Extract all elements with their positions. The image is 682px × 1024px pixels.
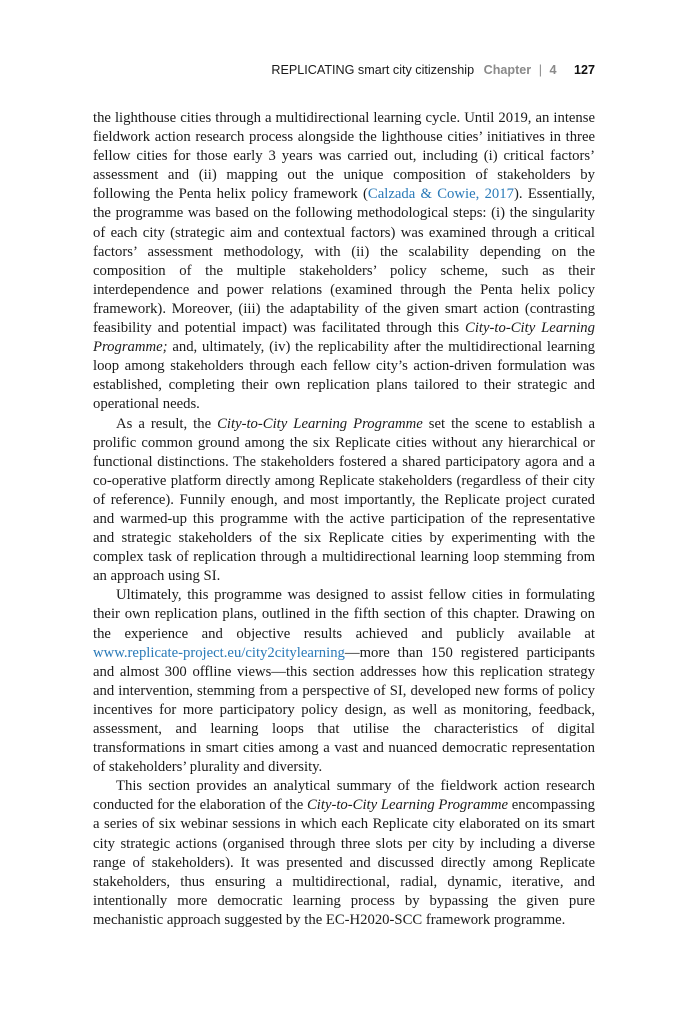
chapter-label: Chapter <box>483 63 532 77</box>
text-run: the lighthouse cities through a multidirectional learning cycle. Until 2019, an intense fieldwork action research process alongside the lighthouse cities’ initiatives in three fellow cities for those early 3 years was carried out, including (i) critical factors’ assessment and (ii) mapping out the unique composition of stakeholders by following the Penta helix policy framework ( <box>93 110 595 203</box>
text-run: Ultimately, this programme was designed to assist fellow cities in formulating their own replication plans, outlined in the fifth section of this chapter. Drawing on the experience and objective results achieved and publicly available at <box>93 587 595 642</box>
text-run: encompassing a series of six webinar sessions in which each Replicate city elaborated on its smart city strategic actions (organised through three slots per city by including a diverse range of stakeholders). It was presented and discussed directly among Replicate stakeholders, thus ensuring a multidirectional, radial, dynamic, iterative, and intentionally more democratic learning process by bypassing the given pure mechanistic approach suggested by the EC-H2020-SCC framework programme. <box>93 797 595 928</box>
paragraph-2 <box>93 415 595 587</box>
italic-title: City-to-City Learning Programme; <box>93 320 595 356</box>
text-run: This section provides an analytical summary of the fieldwork action research conducted for the elaboration of the <box>93 778 595 814</box>
italic-title: City-to-City Learning Programme <box>306 797 509 814</box>
text-run: —more than 150 registered participants and almost 300 offline views—this section addresses how this replication strategy and intervention, stemming from a perspective of SI, developed new forms of policy incentives for more participatory policy design, as well as monitoring, feedback, assessment, and learning loops that utilise the characteristics of digital transformations in smart cities among a vast and nuanced democratic representation of stakeholders’ plurality and diversity. <box>93 644 595 776</box>
paragraph-4 <box>93 777 595 930</box>
paragraph-1 <box>93 109 595 415</box>
inline-link[interactable]: Calzada & Cowie, 2017 <box>367 186 514 203</box>
running-head-separator: | <box>538 63 542 77</box>
inline-link[interactable]: www.replicate-project.eu/city2citylearning <box>93 644 345 661</box>
italic-title: City-to-City Learning Programme <box>217 415 423 432</box>
text-run: set the scene to establish a prolific common ground among the six Replicate cities without any hierarchical or functional distinctions. The stakeholders fostered a shared participatory agora and a co-operative platform directly among Replicate stakeholders (regardless of their city of reference). Funnily enough, and most importantly, the Replicate project curated and warmed-up this programme with the active participation of the representative and strategic stakeholders of the six Replicate cities by experimenting with the complex task of replication through a multidirectional learning loop stemming from an approach using SI. <box>93 415 595 585</box>
body-text <box>93 109 595 930</box>
text-run: As a result, the <box>116 415 218 432</box>
running-head-title: REPLICATING smart city citizenship <box>271 63 475 77</box>
paragraph-3 <box>93 586 595 777</box>
chapter-number: 4 <box>549 63 557 77</box>
page-number: 127 <box>573 63 595 77</box>
text-run: and, ultimately, (iv) the replicability after the multidirectional learning loop among stakeholders through each fellow city’s action-driven formulation was established, completing their own replication plans tailored to their strategic and operational needs. <box>93 339 595 413</box>
text-run: ). Essentially, the programme was based on the following methodological steps: (i) the singularity of each city (strategic aim and contextual factors) was examined through a critical factors’ assessment methodology, with (ii) the scalability depending on the composition of the multiple stakeholders’ policy scheme, such as their interdependence and power relations (examined through the Penta helix policy framework). Moreover, (iii) the adaptability of the given smart action (contrasting feasibility and potential impact) was facilitated through this <box>93 186 595 337</box>
running-head <box>271 63 595 77</box>
